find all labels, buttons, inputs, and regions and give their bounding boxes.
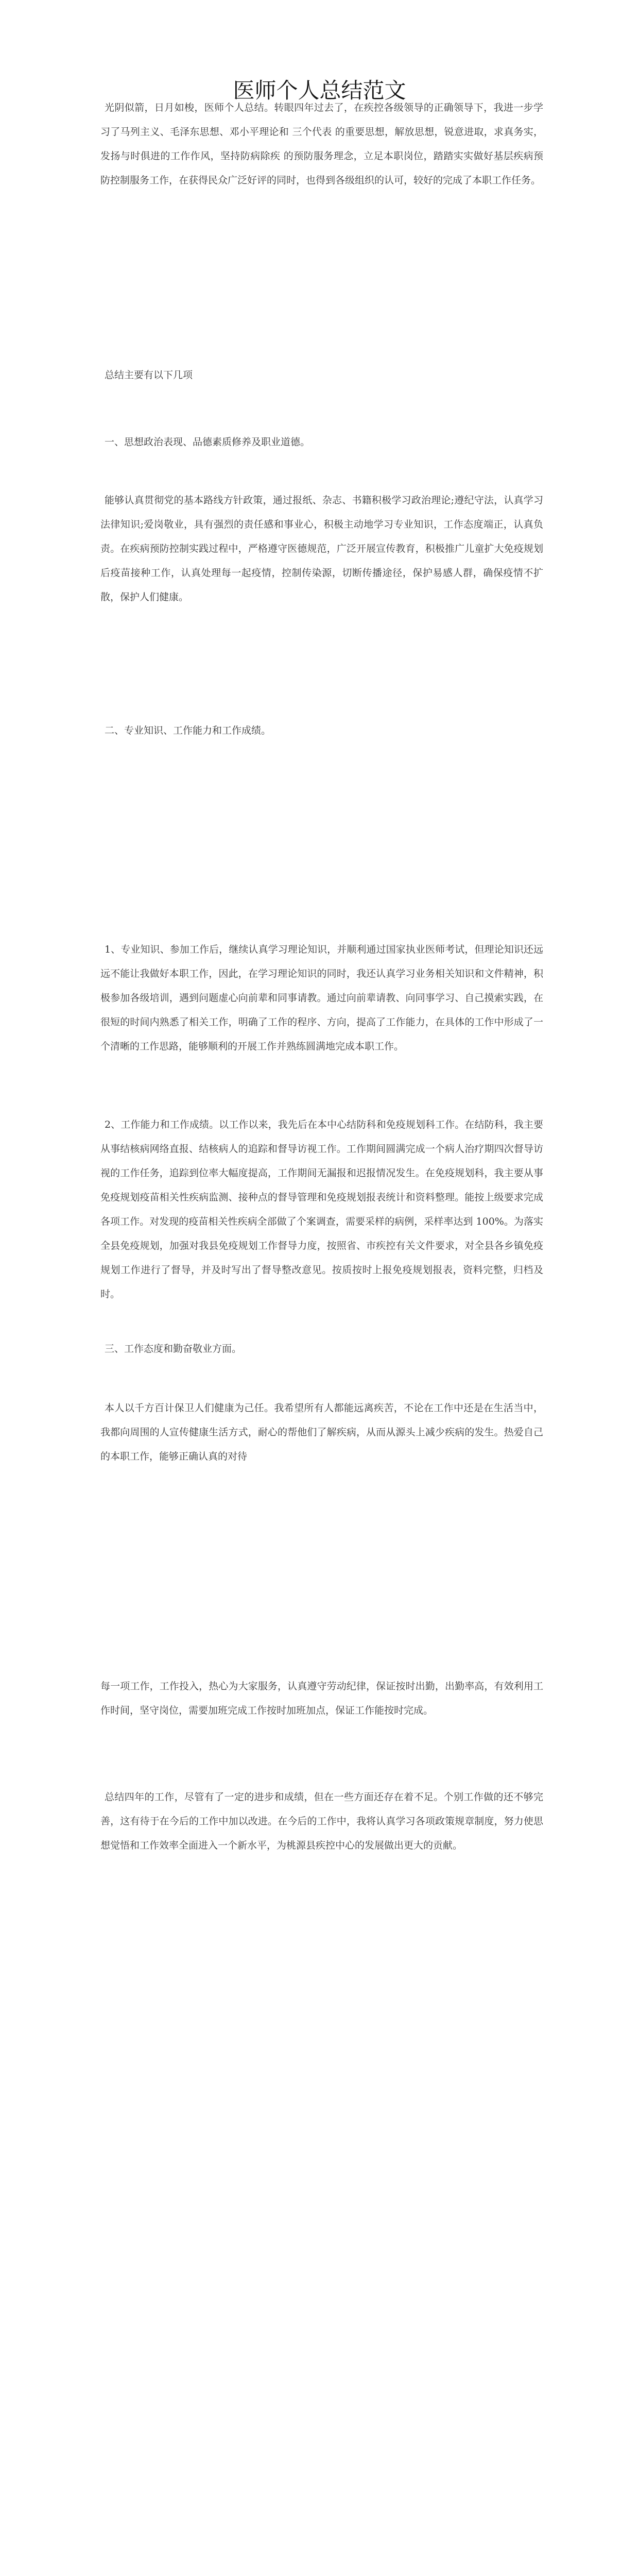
paragraph-knowledge: 1、专业知识、参加工作后，继续认真学习理论知识，并顺利通过国家执业医师考试，但理论知识还远远不能让我做好本职工作，因此，在学习理论知识的同时，我还认真学习业务相关知识和文件精神，积极参加各级培训，遇到问题虚心向前辈和同事请教。通过向前辈请教、向同事学习、自己摸索实践，在很短的时间内熟悉了相关工作，明确了工作的程序、方向，提高了工作能力，在具体的工作中形成了一个清晰的工作思路，能够顺利的开展工作并熟练圆满地完成本职工作。 <box>100 944 543 1052</box>
paragraph-ability: 2、工作能力和工作成绩。以工作以来，我先后在本中心结防科和免疫规划科工作。在结防科，我主要从事结核病网络直报、结核病人的追踪和督导访视工作。工作期间圆满完成一个病人治疗期四次督导访视的工作任务，追踪到位率大幅度提高，工作期间无漏报和迟报情况发生。在免疫规划科，我主要从事免疫规划疫苗相关性疾病监测、接种点的督导管理和免疫规划报表统计和资料整理。能按上级要求完成各项工作。对发现的疫苗相关性疾病全部做了个案调查，需要采样的病例，采样率达到 100%。为落实全县免疫规划，加强对我县免疫规划工作督导力度，按照省、市疾控有关文件要求，对全县各乡镇免疫规划工作进行了督导，并及时写出了督导整改意见。按质按时上报免疫规划报表，资料完整，归档及时。 <box>100 1119 543 1300</box>
paragraph-politics: 能够认真贯彻党的基本路线方针政策，通过报纸、杂志、书籍积极学习政治理论;遵纪守法，认真学习法律知识;爱岗敬业，具有强烈的责任感和事业心，积极主动地学习专业知识，工作态度端正，认真负责。在疾病预防控制实践过程中，严格遵守医德规范，广泛开展宣传教育，积极推广儿童扩大免疫规划后疫苗接种工作，认真处理每一起疫情，控制传染源，切断传播途径，保护易感人群，确保疫情不扩散，保护人们健康。 <box>100 495 543 603</box>
paragraph-attitude-continued: 每一项工作，工作投入，热心为大家服务，认真遵守劳动纪律，保证按时出勤，出勤率高，有效利用工作时间，坚守岗位，需要加班完成工作按时加班加点，保证工作能按时完成。 <box>100 1681 543 1716</box>
paragraph-conclusion: 总结四年的工作，尽管有了一定的进步和成绩，但在一些方面还存在着不足。个别工作做的还不够完善，这有待于在今后的工作中加以改进。在今后的工作中，我将认真学习各项政策规章制度，努力使思想觉悟和工作效率全面进入一个新水平，为桃源县疾控中心的发展做出更大的贡献。 <box>100 1791 543 1851</box>
paragraph-summary-lead: 总结主要有以下几项 <box>105 369 193 381</box>
section-heading-2: 二、专业知识、工作能力和工作成绩。 <box>105 725 271 736</box>
section-heading-1: 一、思想政治表现、品德素质修养及职业道德。 <box>105 436 310 448</box>
paragraph-attitude: 本人以千方百计保卫人们健康为己任。我希望所有人都能远离疾苦，不论在工作中还是在生活当中，我都向周围的人宣传健康生活方式，耐心的帮他们了解疾病，从而从源头上减少疾病的发生。热爱自己的本职工作，能够正确认真的对待 <box>100 1402 543 1462</box>
page-title: 医师个人总结范文 <box>233 78 406 103</box>
paragraph-intro: 光阴似箭，日月如梭，医师个人总结。转眼四年过去了，在疾控各级领导的正确领导下，我进一步学习了马列主义、毛泽东思想、邓小平理论和 三个代表 的重要思想，解放思想，锐意进取，求真务实，发扬与时俱进的工作作风，坚持防病除疾 的预防服务理念，立足本职岗位，踏踏实实做好基层疾病预防控制服务工作，在获得民众广泛好评的同时，也得到各级组织的认可，较好的完成了本职工作任务。 <box>100 102 543 186</box>
section-heading-3: 三、工作态度和勤奋敬业方面。 <box>105 1343 242 1354</box>
